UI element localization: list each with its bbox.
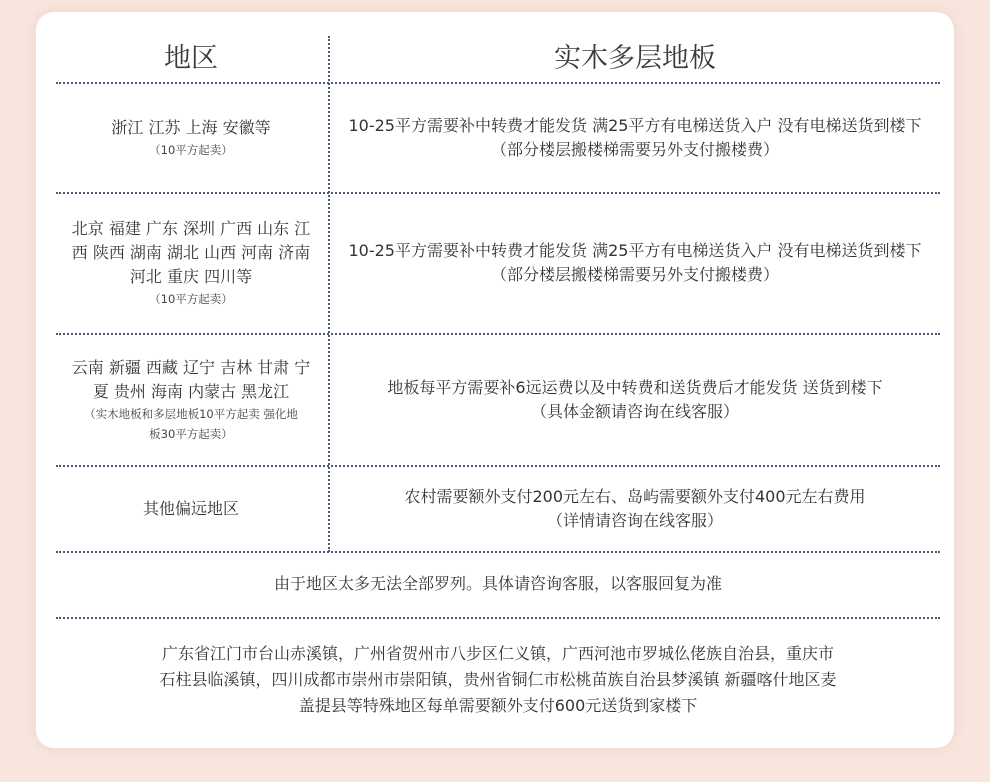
policy-text: 10-25平方需要补中转费才能发货 满25平方有电梯送货入户 没有电梯送货到楼下 xyxy=(348,116,922,135)
region-name-line: 西 陕西 湖南 湖北 山西 河南 济南 xyxy=(71,243,311,262)
region-name-line: 北京 福建 广东 深圳 广西 山东 江 xyxy=(71,219,311,238)
row-2-region xyxy=(56,194,326,332)
region-name-line: 夏 贵州 海南 内蒙古 黑龙江 xyxy=(92,382,290,401)
policy-note: （部分楼层搬楼梯需要另外支付搬楼费） xyxy=(490,265,779,284)
region-name-line: 云南 新疆 西藏 辽宁 吉林 甘肃 宁 xyxy=(71,358,311,377)
notice-row xyxy=(56,553,940,615)
region-note: （10平方起卖） xyxy=(149,292,233,306)
row-1-region xyxy=(56,84,326,192)
special-regions-row xyxy=(56,630,940,730)
header-region-cell xyxy=(56,30,326,80)
row-divider xyxy=(56,617,940,619)
header-region-title: 地区 xyxy=(164,42,218,74)
header-product-title: 实木多层地板 xyxy=(554,42,716,74)
row-4-policy xyxy=(330,467,940,551)
policy-note: （部分楼层搬楼梯需要另外支付搬楼费） xyxy=(490,140,779,159)
region-note: （实木地板和多层地板10平方起卖 强化地 xyxy=(84,407,298,421)
region-name: 其他偏远地区 xyxy=(142,499,239,518)
region-name-line: 河北 重庆 四川等 xyxy=(129,267,253,286)
policy-text: 10-25平方需要补中转费才能发货 满25平方有电梯送货入户 没有电梯送货到楼下 xyxy=(348,241,922,260)
special-regions-line: 石柱县临溪镇，四川成都市崇州市崇阳镇，贵州省铜仁市松桃苗族自治县梦溪镇 新疆喀什地区麦 xyxy=(159,670,837,689)
special-regions-line: 盖提县等特殊地区每单需要额外支付600元送货到家楼下 xyxy=(298,696,698,715)
row-2-policy xyxy=(330,194,940,332)
notice-text: 由于地区太多无法全部罗列。具体请咨询客服，以客服回复为准 xyxy=(273,574,722,593)
region-note: 板30平方起卖） xyxy=(149,427,233,441)
region-note: （10平方起卖） xyxy=(149,143,233,157)
policy-text: 农村需要额外支付200元左右、岛屿需要额外支付400元左右费用 xyxy=(404,487,866,506)
row-3-policy xyxy=(330,335,940,465)
row-4-region xyxy=(56,467,326,551)
header-product-cell xyxy=(330,30,940,80)
special-regions-line: 广东省江门市台山赤溪镇，广州省贺州市八步区仁义镇，广西河池市罗城仫佬族自治县，重庆市 xyxy=(161,644,834,663)
policy-note: （具体金额请咨询在线客服） xyxy=(530,402,739,421)
policy-text: 地板每平方需要补6远运费以及中转费和送货费后才能发货 送货到楼下 xyxy=(387,378,883,397)
region-name: 浙江 江苏 上海 安徽等 xyxy=(111,118,271,137)
policy-note: （详情请咨询在线客服） xyxy=(546,511,723,530)
row-1-policy xyxy=(330,84,940,192)
row-3-region xyxy=(56,335,326,465)
